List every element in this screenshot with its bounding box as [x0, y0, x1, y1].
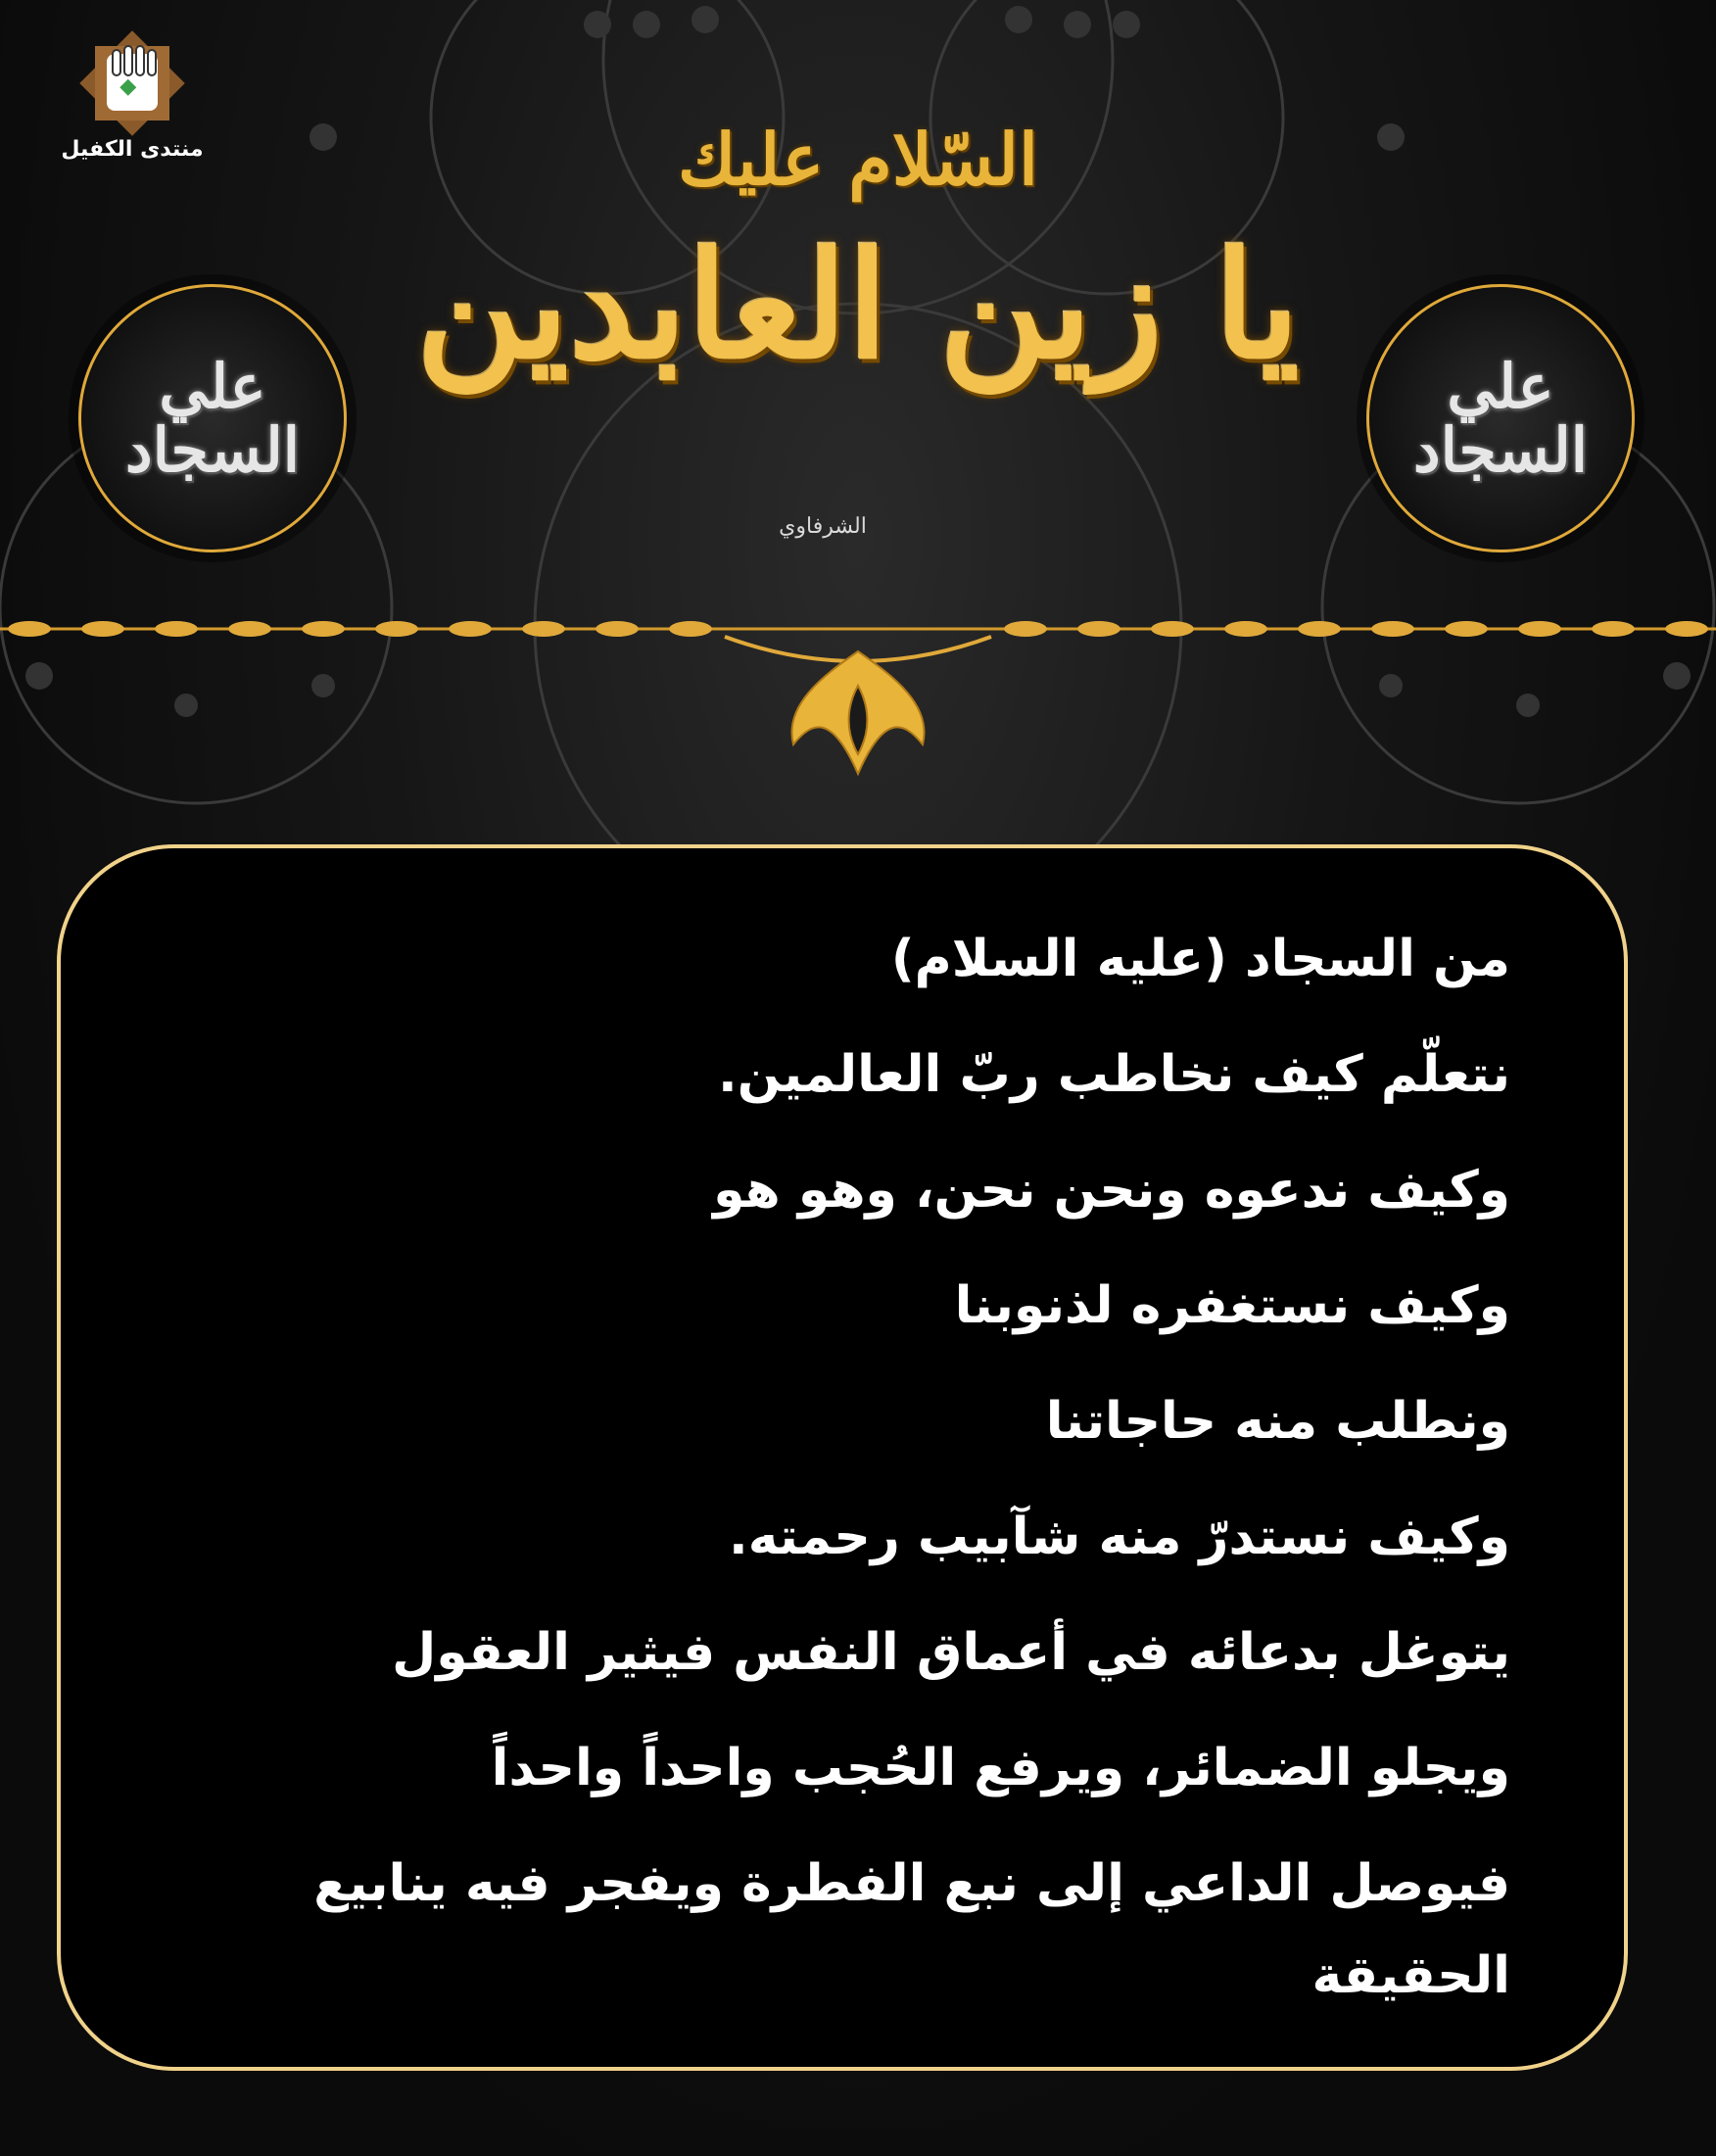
quote-line: يتوغل بدعائه في أعماق النفس فيثير العقول: [392, 1623, 1510, 1682]
center-ornament: [725, 637, 991, 774]
calligrapher-signature: الشرفاوي: [779, 514, 867, 539]
medallion-right-text: علي السجاد: [1413, 350, 1588, 486]
greeting-calligraphy: السّلام عليك: [678, 118, 1038, 201]
quote-line: فيوصل الداعي إلى نبع الفطرة ويفجر فيه ينابيع: [313, 1854, 1510, 1913]
quote-line: وكيف نستدرّ منه شآبيب رحمته.: [729, 1508, 1510, 1566]
quote-line: ويجلو الضمائر، ويرفع الحُجب واحداً واحداً: [491, 1739, 1510, 1797]
logo-caption: منتدى الكفيل: [61, 137, 204, 162]
medallion-left: [78, 284, 347, 552]
quote-line: الحقيقة: [1311, 1946, 1510, 2005]
quote-line: من السجاد (عليه السلام): [890, 930, 1510, 988]
quote-line: وكيف نستغفره لذنوبنا: [954, 1276, 1510, 1335]
quote-lines: [159, 901, 1510, 2010]
quote-line: ونطلب منه حاجاتنا: [1045, 1392, 1510, 1451]
quote-line: وكيف ندعوه ونحن نحن، وهو هو: [713, 1161, 1510, 1220]
medallion-left-text: علي السجاد: [125, 350, 300, 486]
title-calligraphy: يا زين العابدين: [415, 219, 1301, 392]
medallion-right: [1366, 284, 1635, 552]
quote-line: نتعلّم كيف نخاطب ربّ العالمين.: [717, 1045, 1510, 1104]
